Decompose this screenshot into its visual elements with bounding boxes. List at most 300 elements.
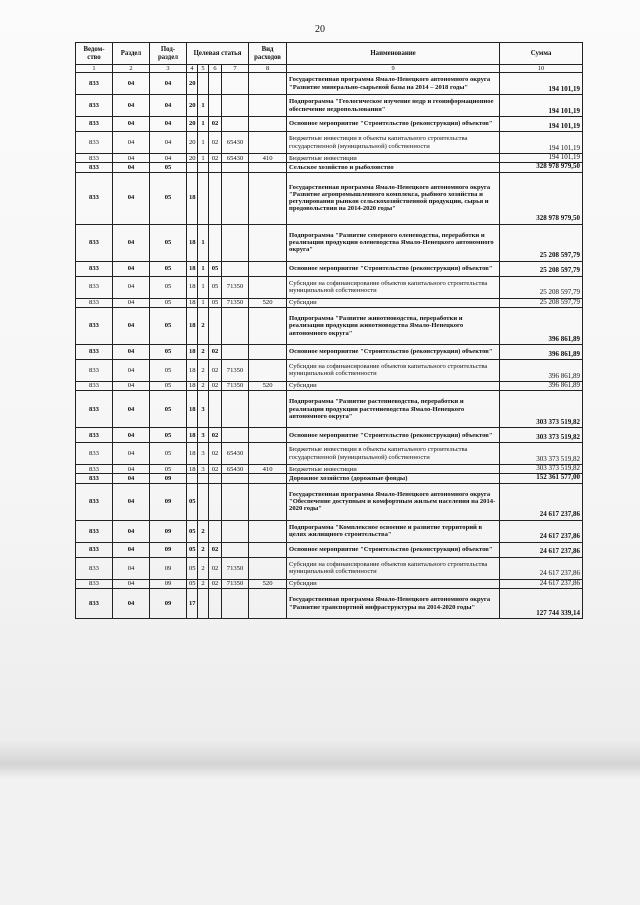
table-row: [76, 117, 583, 132]
vedomstvo-cell: 833: [76, 359, 113, 381]
table-row: [76, 428, 583, 443]
budget-table: [75, 42, 583, 619]
sum-cell: 25 208 597,79: [500, 298, 583, 307]
name-cell: Подпрограмма "Комплексное освоение и развитие территорий в целях жилищного строительства": [287, 520, 500, 542]
target-code-2: 2: [198, 542, 209, 557]
podrazdel-cell: 09: [150, 557, 187, 579]
vedomstvo-cell: 833: [76, 73, 113, 95]
target-code-1: 20: [187, 95, 198, 117]
table-row: [76, 95, 583, 117]
target-code-2: 2: [198, 307, 209, 344]
target-code-1: 05: [187, 579, 198, 588]
target-code-3: 02: [209, 117, 222, 132]
razdel-cell: 04: [113, 298, 150, 307]
razdel-cell: 04: [113, 73, 150, 95]
col-number: 8: [249, 65, 287, 73]
target-code-4: [222, 474, 249, 483]
expense-type-cell: [249, 474, 287, 483]
sum-cell: 303 373 519,82: [500, 465, 583, 474]
name-cell: Бюджетные инвестиции: [287, 154, 500, 163]
podrazdel-cell: 09: [150, 589, 187, 619]
target-code-4: 65430: [222, 465, 249, 474]
razdel-cell: 04: [113, 117, 150, 132]
table-row: [76, 579, 583, 588]
podrazdel-cell: 05: [150, 224, 187, 261]
target-code-1: 05: [187, 520, 198, 542]
target-code-4: 65430: [222, 443, 249, 465]
sum-cell: 303 373 519,82: [500, 428, 583, 443]
target-code-2: 1: [198, 276, 209, 298]
target-code-1: 05: [187, 542, 198, 557]
sum-cell: 396 861,89: [500, 381, 583, 390]
vedomstvo-cell: 833: [76, 95, 113, 117]
target-code-2: [198, 589, 209, 619]
name-cell: Субсидии: [287, 579, 500, 588]
podrazdel-cell: 09: [150, 542, 187, 557]
expense-type-cell: [249, 344, 287, 359]
name-cell: Подпрограмма "Геологическое изучение недр и геоинформационное обеспечение недропользования": [287, 95, 500, 117]
target-code-2: 2: [198, 557, 209, 579]
podrazdel-cell: 05: [150, 465, 187, 474]
sum-cell: 194 101,19: [500, 132, 583, 154]
razdel-cell: 04: [113, 579, 150, 588]
razdel-cell: 04: [113, 172, 150, 224]
table-row: [76, 132, 583, 154]
sum-cell: 396 861,89: [500, 359, 583, 381]
target-code-4: 65430: [222, 132, 249, 154]
name-cell: Государственная программа Ямало-Ненецкого автономного округа "Обеспечение доступным и комфортным жильем населения на 2014-2020 годы": [287, 483, 500, 520]
vedomstvo-cell: 833: [76, 391, 113, 428]
sum-cell: 25 208 597,79: [500, 276, 583, 298]
target-code-2: [198, 483, 209, 520]
target-code-2: [198, 172, 209, 224]
table-row: [76, 154, 583, 163]
target-code-3: 02: [209, 381, 222, 390]
razdel-cell: 04: [113, 589, 150, 619]
name-cell: Подпрограмма "Развитие животноводства, переработки и реализации продукции животноводства Ямало-Ненецкого автономного округа": [287, 307, 500, 344]
sum-cell: 24 617 237,86: [500, 557, 583, 579]
name-cell: Основное мероприятие "Строительство (реконструкция) объектов": [287, 428, 500, 443]
vedomstvo-cell: 833: [76, 261, 113, 276]
sum-cell: 194 101,19: [500, 117, 583, 132]
target-code-2: 1: [198, 132, 209, 154]
col-number: 4: [187, 65, 198, 73]
podrazdel-cell: 05: [150, 307, 187, 344]
sum-cell: 303 373 519,82: [500, 443, 583, 465]
expense-type-cell: [249, 542, 287, 557]
target-code-2: 2: [198, 520, 209, 542]
razdel-cell: 04: [113, 520, 150, 542]
name-cell: Субсидии на софинансирование объектов капитального строительства муниципальной собственности: [287, 557, 500, 579]
target-code-4: 71350: [222, 276, 249, 298]
vedomstvo-cell: 833: [76, 474, 113, 483]
razdel-cell: 04: [113, 154, 150, 163]
col-number: 2: [113, 65, 150, 73]
sum-cell: 194 101,19: [500, 154, 583, 163]
table-row: [76, 276, 583, 298]
col-razdel: Раздел: [113, 43, 150, 65]
table-row: [76, 359, 583, 381]
podrazdel-cell: 05: [150, 298, 187, 307]
name-cell: Сельское хозяйство и рыболовство: [287, 163, 500, 172]
podrazdel-cell: 05: [150, 359, 187, 381]
target-code-1: 18: [187, 428, 198, 443]
target-code-1: 18: [187, 298, 198, 307]
expense-type-cell: [249, 520, 287, 542]
header-row: [76, 43, 583, 65]
target-code-3: 05: [209, 261, 222, 276]
table-row: [76, 224, 583, 261]
target-code-3: 02: [209, 154, 222, 163]
expense-type-cell: [249, 391, 287, 428]
expense-type-cell: [249, 359, 287, 381]
table-row: [76, 520, 583, 542]
table-row: [76, 557, 583, 579]
vedomstvo-cell: 833: [76, 163, 113, 172]
vedomstvo-cell: 833: [76, 172, 113, 224]
expense-type-cell: [249, 117, 287, 132]
target-code-1: 18: [187, 307, 198, 344]
target-code-1: 18: [187, 172, 198, 224]
name-cell: Основное мероприятие "Строительство (реконструкция) объектов": [287, 117, 500, 132]
target-code-1: 18: [187, 344, 198, 359]
vedomstvo-cell: 833: [76, 520, 113, 542]
sum-cell: 152 361 577,00: [500, 474, 583, 483]
target-code-3: 02: [209, 359, 222, 381]
expense-type-cell: 520: [249, 381, 287, 390]
target-code-1: 18: [187, 261, 198, 276]
podrazdel-cell: 05: [150, 443, 187, 465]
target-code-1: 18: [187, 359, 198, 381]
sum-cell: 24 617 237,86: [500, 542, 583, 557]
target-code-3: [209, 73, 222, 95]
razdel-cell: 04: [113, 95, 150, 117]
expense-type-cell: [249, 172, 287, 224]
target-code-3: [209, 224, 222, 261]
expense-type-cell: [249, 276, 287, 298]
vedomstvo-cell: 833: [76, 483, 113, 520]
target-code-3: 02: [209, 132, 222, 154]
razdel-cell: 04: [113, 359, 150, 381]
target-code-1: 18: [187, 443, 198, 465]
target-code-3: 05: [209, 298, 222, 307]
target-code-3: 02: [209, 465, 222, 474]
expense-type-cell: [249, 483, 287, 520]
col-naimenovanie: Наименование: [287, 43, 500, 65]
razdel-cell: 04: [113, 132, 150, 154]
col-summa: Сумма: [500, 43, 583, 65]
target-code-1: 20: [187, 73, 198, 95]
target-code-4: [222, 73, 249, 95]
name-cell: Подпрограмма "Развитие растениеводства, переработки и реализации продукции растениеводства Ямало-Ненецкого автономного округа": [287, 391, 500, 428]
table-row: [76, 381, 583, 390]
podrazdel-cell: 05: [150, 344, 187, 359]
target-code-3: [209, 163, 222, 172]
sum-cell: 396 861,89: [500, 344, 583, 359]
expense-type-cell: [249, 224, 287, 261]
vedomstvo-cell: 833: [76, 557, 113, 579]
table-row: [76, 307, 583, 344]
target-code-3: [209, 172, 222, 224]
target-code-1: 05: [187, 483, 198, 520]
expense-type-cell: [249, 95, 287, 117]
table-row: [76, 73, 583, 95]
target-code-1: 20: [187, 154, 198, 163]
target-code-4: [222, 391, 249, 428]
name-cell: Бюджетные инвестиции в объекты капитального строительства государственной (муниципальной) собственности: [287, 132, 500, 154]
target-code-4: 71350: [222, 557, 249, 579]
target-code-3: [209, 307, 222, 344]
expense-type-cell: [249, 443, 287, 465]
sum-cell: 303 373 519,82: [500, 391, 583, 428]
target-code-2: [198, 73, 209, 95]
target-code-4: [222, 589, 249, 619]
razdel-cell: 04: [113, 381, 150, 390]
podrazdel-cell: 05: [150, 261, 187, 276]
vedomstvo-cell: 833: [76, 428, 113, 443]
target-code-4: [222, 172, 249, 224]
name-cell: Государственная программа Ямало-Ненецкого автономного округа "Развитие агропромышленного комплекса, рыбного хозяйства и регулирования рынков сельскохозяйственной продукции, сырья и продовольствия на 2014-2020 годы": [287, 172, 500, 224]
target-code-4: [222, 307, 249, 344]
podrazdel-cell: 05: [150, 163, 187, 172]
col-number: 9: [287, 65, 500, 73]
podrazdel-cell: 05: [150, 276, 187, 298]
target-code-3: 02: [209, 443, 222, 465]
target-code-2: 2: [198, 344, 209, 359]
vedomstvo-cell: 833: [76, 381, 113, 390]
vedomstvo-cell: 833: [76, 117, 113, 132]
name-cell: Основное мероприятие "Строительство (реконструкция) объектов": [287, 261, 500, 276]
vedomstvo-cell: 833: [76, 307, 113, 344]
expense-type-cell: 520: [249, 298, 287, 307]
vedomstvo-cell: 833: [76, 443, 113, 465]
target-code-3: 02: [209, 579, 222, 588]
podrazdel-cell: 09: [150, 483, 187, 520]
target-code-4: [222, 163, 249, 172]
target-code-4: 71350: [222, 359, 249, 381]
sum-cell: 328 978 979,50: [500, 163, 583, 172]
target-code-2: 1: [198, 261, 209, 276]
name-cell: Подпрограмма "Развитие северного оленеводства, переработки и реализации продукции оленеводства Ямало-Ненецкого автономного округа": [287, 224, 500, 261]
table-row: [76, 542, 583, 557]
target-code-2: 2: [198, 579, 209, 588]
target-code-2: 2: [198, 381, 209, 390]
razdel-cell: 04: [113, 224, 150, 261]
table-row: [76, 391, 583, 428]
target-code-4: [222, 520, 249, 542]
name-cell: Государственная программа Ямало-Ненецкого автономного округа "Развитие транспортной инфраструктуры на 2014-2020 годы": [287, 589, 500, 619]
razdel-cell: 04: [113, 483, 150, 520]
target-code-1: 17: [187, 589, 198, 619]
target-code-1: 20: [187, 117, 198, 132]
podrazdel-cell: 05: [150, 172, 187, 224]
podrazdel-cell: 04: [150, 73, 187, 95]
name-cell: Дорожное хозяйство (дорожные фонды): [287, 474, 500, 483]
name-cell: Субсидии на софинансирование объектов капитального строительства муниципальной собственности: [287, 276, 500, 298]
scan-edge-shadow: [0, 740, 640, 780]
name-cell: Субсидии на софинансирование объектов капитального строительства муниципальной собственности: [287, 359, 500, 381]
razdel-cell: 04: [113, 163, 150, 172]
expense-type-cell: [249, 589, 287, 619]
target-code-2: 1: [198, 95, 209, 117]
vedomstvo-cell: 833: [76, 589, 113, 619]
table-row: [76, 443, 583, 465]
name-cell: Бюджетные инвестиции в объекты капитального строительства государственной (муниципальной) собственности: [287, 443, 500, 465]
podrazdel-cell: 04: [150, 117, 187, 132]
razdel-cell: 04: [113, 465, 150, 474]
col-number: 3: [150, 65, 187, 73]
table-row: [76, 163, 583, 172]
target-code-2: 2: [198, 359, 209, 381]
podrazdel-cell: 04: [150, 95, 187, 117]
vedomstvo-cell: 833: [76, 465, 113, 474]
podrazdel-cell: 04: [150, 132, 187, 154]
target-code-3: 02: [209, 344, 222, 359]
target-code-4: 65430: [222, 154, 249, 163]
expense-type-cell: [249, 73, 287, 95]
podrazdel-cell: 05: [150, 381, 187, 390]
target-code-4: [222, 483, 249, 520]
expense-type-cell: [249, 163, 287, 172]
name-cell: Государственная программа Ямало-Ненецкого автономного округа "Развитие минерально-сырьевой базы на 2014 – 2018 годы": [287, 73, 500, 95]
target-code-1: 18: [187, 465, 198, 474]
target-code-4: [222, 344, 249, 359]
target-code-3: 05: [209, 276, 222, 298]
target-code-2: 1: [198, 224, 209, 261]
target-code-1: 18: [187, 276, 198, 298]
vedomstvo-cell: 833: [76, 542, 113, 557]
col-number: 5: [198, 65, 209, 73]
target-code-3: [209, 95, 222, 117]
col-number: 7: [222, 65, 249, 73]
target-code-4: 71350: [222, 298, 249, 307]
razdel-cell: 04: [113, 307, 150, 344]
razdel-cell: 04: [113, 542, 150, 557]
target-code-2: 3: [198, 391, 209, 428]
target-code-4: [222, 261, 249, 276]
razdel-cell: 04: [113, 474, 150, 483]
sum-cell: 24 617 237,86: [500, 520, 583, 542]
target-code-2: 3: [198, 428, 209, 443]
col-number: 1: [76, 65, 113, 73]
table-row: [76, 483, 583, 520]
vedomstvo-cell: 833: [76, 154, 113, 163]
expense-type-cell: [249, 261, 287, 276]
name-cell: Бюджетные инвестиции: [287, 465, 500, 474]
target-code-3: [209, 589, 222, 619]
target-code-2: 3: [198, 443, 209, 465]
name-cell: Субсидии: [287, 381, 500, 390]
sum-cell: 194 101,19: [500, 95, 583, 117]
target-code-1: [187, 163, 198, 172]
name-cell: Основное мероприятие "Строительство (реконструкция) объектов": [287, 344, 500, 359]
target-code-3: 02: [209, 542, 222, 557]
target-code-3: [209, 391, 222, 428]
vedomstvo-cell: 833: [76, 224, 113, 261]
sum-cell: 328 978 979,50: [500, 172, 583, 224]
target-code-4: 71350: [222, 381, 249, 390]
name-cell: Субсидии: [287, 298, 500, 307]
podrazdel-cell: 09: [150, 579, 187, 588]
target-code-2: 1: [198, 298, 209, 307]
table-row: [76, 474, 583, 483]
target-code-4: [222, 95, 249, 117]
table-body: [76, 73, 583, 619]
target-code-2: 1: [198, 154, 209, 163]
sum-cell: 396 861,89: [500, 307, 583, 344]
target-code-2: 3: [198, 465, 209, 474]
name-cell: Основное мероприятие "Строительство (реконструкция) объектов": [287, 542, 500, 557]
target-code-2: 1: [198, 117, 209, 132]
razdel-cell: 04: [113, 428, 150, 443]
target-code-2: [198, 474, 209, 483]
col-number: 10: [500, 65, 583, 73]
table-row: [76, 261, 583, 276]
target-code-4: [222, 117, 249, 132]
target-code-3: 02: [209, 428, 222, 443]
sum-cell: 25 208 597,79: [500, 224, 583, 261]
vedomstvo-cell: 833: [76, 344, 113, 359]
expense-type-cell: 410: [249, 154, 287, 163]
target-code-4: [222, 542, 249, 557]
col-vid: Вид расходов: [249, 43, 287, 65]
sum-cell: 127 744 339,14: [500, 589, 583, 619]
target-code-4: [222, 428, 249, 443]
page-number: 20: [315, 24, 325, 35]
target-code-3: [209, 474, 222, 483]
expense-type-cell: [249, 307, 287, 344]
table-row: [76, 465, 583, 474]
sum-cell: 24 617 237,86: [500, 483, 583, 520]
vedomstvo-cell: 833: [76, 298, 113, 307]
razdel-cell: 04: [113, 443, 150, 465]
table-row: [76, 344, 583, 359]
table-row: [76, 172, 583, 224]
target-code-1: [187, 474, 198, 483]
vedomstvo-cell: 833: [76, 132, 113, 154]
target-code-3: [209, 520, 222, 542]
target-code-1: 18: [187, 381, 198, 390]
razdel-cell: 04: [113, 557, 150, 579]
target-code-1: 05: [187, 557, 198, 579]
podrazdel-cell: 05: [150, 428, 187, 443]
sum-cell: 25 208 597,79: [500, 261, 583, 276]
target-code-4: [222, 224, 249, 261]
sum-cell: 24 617 237,86: [500, 579, 583, 588]
podrazdel-cell: 09: [150, 520, 187, 542]
vedomstvo-cell: 833: [76, 276, 113, 298]
expense-type-cell: [249, 132, 287, 154]
target-code-1: 18: [187, 391, 198, 428]
col-celevaya: Целевая статья: [187, 43, 249, 65]
target-code-1: 18: [187, 224, 198, 261]
expense-type-cell: 410: [249, 465, 287, 474]
podrazdel-cell: 05: [150, 391, 187, 428]
vedomstvo-cell: 833: [76, 579, 113, 588]
podrazdel-cell: 09: [150, 474, 187, 483]
col-number: 6: [209, 65, 222, 73]
sum-cell: 194 101,19: [500, 73, 583, 95]
expense-type-cell: [249, 428, 287, 443]
table-row: [76, 298, 583, 307]
razdel-cell: 04: [113, 261, 150, 276]
podrazdel-cell: 04: [150, 154, 187, 163]
expense-type-cell: 520: [249, 579, 287, 588]
column-number-row: [76, 65, 583, 73]
target-code-1: 20: [187, 132, 198, 154]
razdel-cell: 04: [113, 391, 150, 428]
target-code-3: 02: [209, 557, 222, 579]
